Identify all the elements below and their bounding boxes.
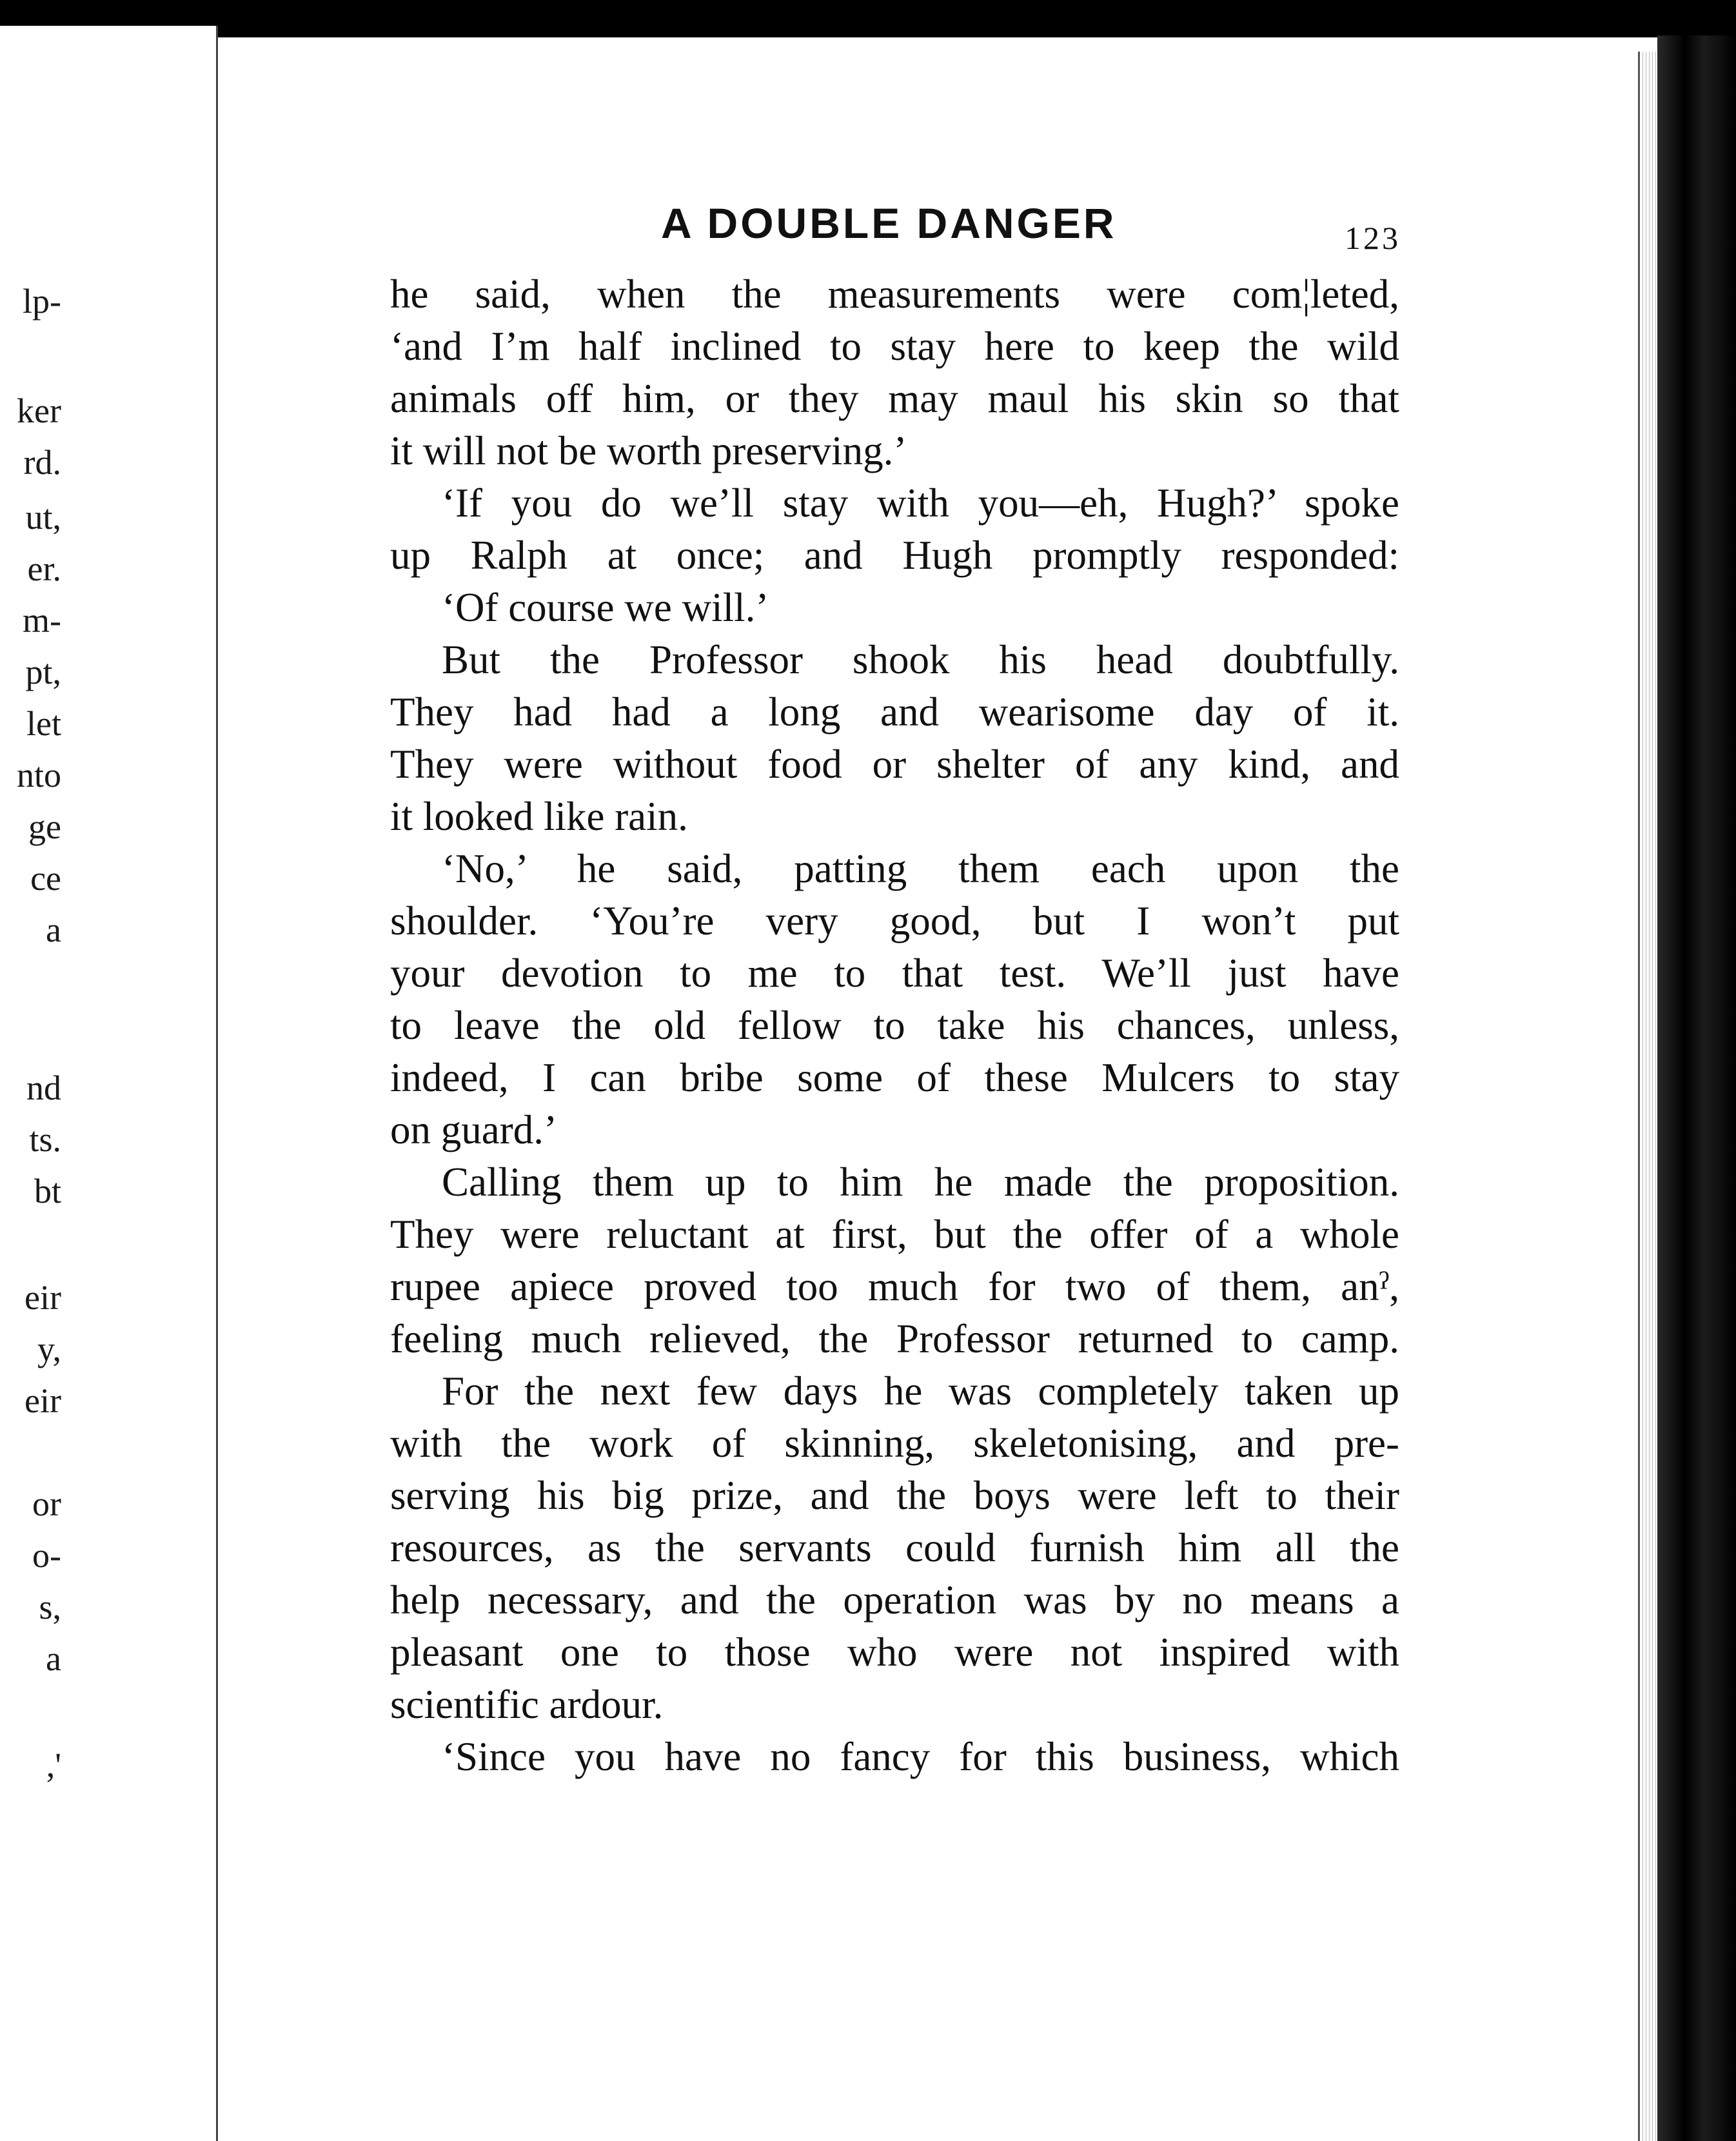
text-line: it will not be worth preserving.’	[390, 428, 907, 473]
facing-page-fragment: ge	[28, 807, 61, 846]
facing-page-fragment: ker	[17, 391, 61, 430]
running-head-title: A DOUBLE DANGER	[661, 199, 1117, 247]
facing-page-fragment: nto	[16, 756, 61, 794]
text-line: ‘and I’m half inclined to stay here to keep the wild	[390, 324, 1399, 369]
text-line: ‘Of course we will.’	[442, 585, 769, 630]
page-stack-edges	[1638, 52, 1659, 2141]
facing-page-fragment: ,'	[46, 1746, 61, 1784]
text-line: rupee apiece proved too much for two of them, anˀ,	[390, 1264, 1399, 1309]
facing-page-fragment: o-	[32, 1536, 61, 1575]
facing-page-edge	[0, 26, 218, 2141]
facing-page-fragment: nd	[26, 1069, 61, 1107]
text-line: indeed, I can bribe some of these Mulcers to stay	[390, 1055, 1399, 1100]
text-line: resources, as the servants could furnish him all the	[390, 1525, 1399, 1570]
text-line: it looked like rain.	[390, 794, 688, 839]
text-line: on guard.’	[390, 1107, 557, 1152]
scan-top-border	[0, 0, 1736, 37]
book-cover-edge	[1657, 35, 1736, 2141]
text-line: ‘No,’ he said, patting them each upon the	[442, 846, 1399, 891]
text-line: animals off him, or they may maul his skin so that	[390, 376, 1399, 421]
text-line: pleasant one to those who were not inspired with	[390, 1630, 1399, 1675]
facing-page-fragment: eir	[25, 1381, 61, 1420]
text-line: shoulder. ‘You’re very good, but I won’t put	[390, 898, 1399, 943]
text-line: ‘If you do we’ll stay with you—eh, Hugh?’ spoke	[442, 480, 1399, 526]
facing-page-fragment: m-	[23, 601, 61, 640]
facing-page-fragment: er.	[27, 549, 61, 588]
text-line: your devotion to me to that test. We’ll just have	[390, 951, 1399, 996]
facing-page-fragment: or	[32, 1485, 61, 1523]
facing-page-fragment: ce	[30, 859, 61, 898]
facing-page-fragment: eir	[25, 1278, 61, 1317]
text-line: Calling them up to him he made the proposition.	[442, 1159, 1399, 1205]
facing-page-fragment: pt,	[25, 653, 61, 691]
facing-page-fragment: ts.	[29, 1120, 61, 1159]
text-line: feeling much relieved, the Professor returned to camp.	[390, 1316, 1399, 1361]
page-number: 123	[1345, 220, 1401, 256]
facing-page-fragment: a	[46, 1639, 61, 1678]
text-line: They were reluctant at first, but the offer of a whole	[390, 1212, 1399, 1257]
text-line: scientific ardour.	[390, 1682, 664, 1727]
facing-page-fragment: s,	[39, 1588, 61, 1626]
facing-page-fragment: y,	[37, 1330, 61, 1368]
text-line: help necessary, and the operation was by no means a	[390, 1577, 1399, 1623]
text-line: he said, when the measurements were com¦leted,	[390, 271, 1399, 317]
facing-page-fragment: a	[46, 911, 61, 949]
text-line: with the work of skinning, skeletonising, and pre-	[390, 1421, 1399, 1466]
facing-page-fragment: let	[26, 704, 61, 743]
facing-page-fragment: lp-	[23, 282, 61, 321]
facing-page-fragment: ut,	[25, 498, 61, 537]
text-line: They were without food or shelter of any kind, and	[390, 742, 1399, 787]
text-line: up Ralph at once; and Hugh promptly responded:	[390, 533, 1399, 578]
text-line: ‘Since you have no fancy for this business, which	[442, 1734, 1399, 1779]
text-line: But the Professor shook his head doubtfully.	[442, 637, 1399, 682]
text-line: to leave the old fellow to take his chances, unless,	[390, 1003, 1399, 1048]
text-line: They had had a long and wearisome day of it.	[390, 689, 1399, 735]
text-line: serving his big prize, and the boys were left to their	[390, 1473, 1399, 1518]
text-line: For the next few days he was completely taken up	[442, 1368, 1399, 1414]
facing-page-fragment: bt	[34, 1172, 61, 1210]
facing-page-fragment: rd.	[23, 443, 61, 482]
